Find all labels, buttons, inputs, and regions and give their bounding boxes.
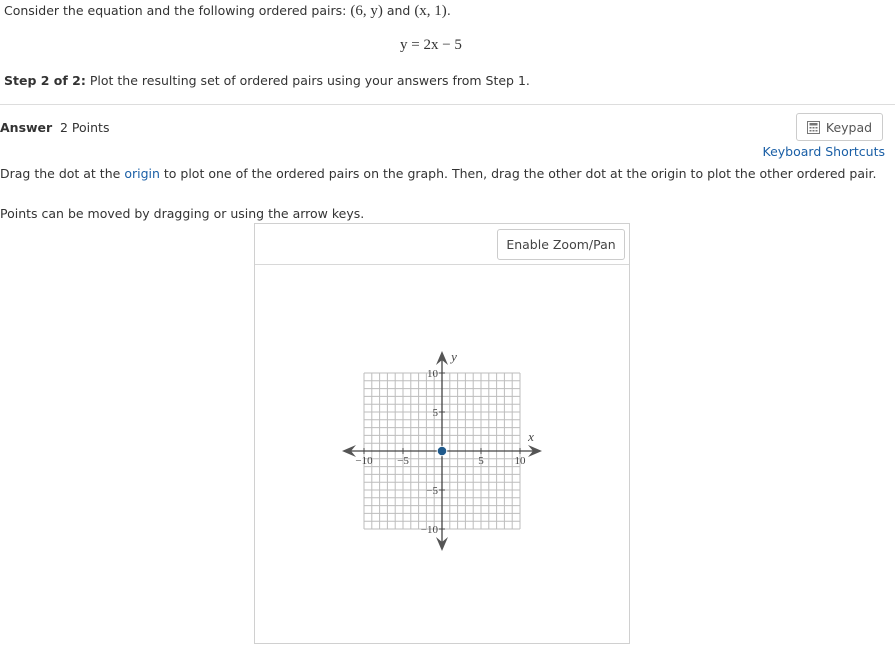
x-tick-label: 5 [478,455,484,467]
enable-zoom-pan-button[interactable]: Enable Zoom/Pan [497,229,625,260]
graph-panel [254,223,630,644]
step-instruction: Step 2 of 2: Plot the resulting set of ordered pairs using your answers from Step 1. [4,73,530,88]
answer-label: Answer [0,120,53,135]
origin-link[interactable]: origin [124,166,160,181]
drag-instruction: Drag the dot at the origin to plot one of the ordered pairs on the graph. Then, drag the other dot at the origin to plot the other ordered pair. [0,166,877,181]
x-axis-name: x [528,429,534,444]
arrow-keys-note: Points can be moved by dragging or using the arrow keys. [0,206,365,221]
step-label: Step 2 of 2: [4,73,86,88]
points-label: 2 Points [60,120,110,135]
draggable-point[interactable] [437,446,447,456]
coordinate-plane[interactable] [255,224,629,643]
keyboard-shortcuts-link[interactable]: Keyboard Shortcuts [762,144,885,159]
keypad-label: Keypad [825,119,873,135]
y-tick-label: 5 [432,407,438,419]
question-text: Consider the equation and the following ordered pairs: (6, y) and (x, 1). [4,3,451,19]
x-tick-label: −5 [397,455,409,467]
ordered-pair-1: (6, y) [350,3,383,19]
section-divider [0,104,895,105]
y-tick-label: −10 [420,524,438,536]
calculator-icon [807,121,820,134]
y-tick-label: 10 [427,368,438,380]
x-tick-label: −10 [355,455,373,467]
y-tick-label: −5 [426,485,438,497]
y-axis-name: y [451,349,457,364]
x-tick-label: 10 [514,455,526,467]
equation: y = 2x − 5 [400,37,462,53]
keypad-button[interactable] [796,113,883,141]
ordered-pair-2: (x, 1) [414,3,447,19]
